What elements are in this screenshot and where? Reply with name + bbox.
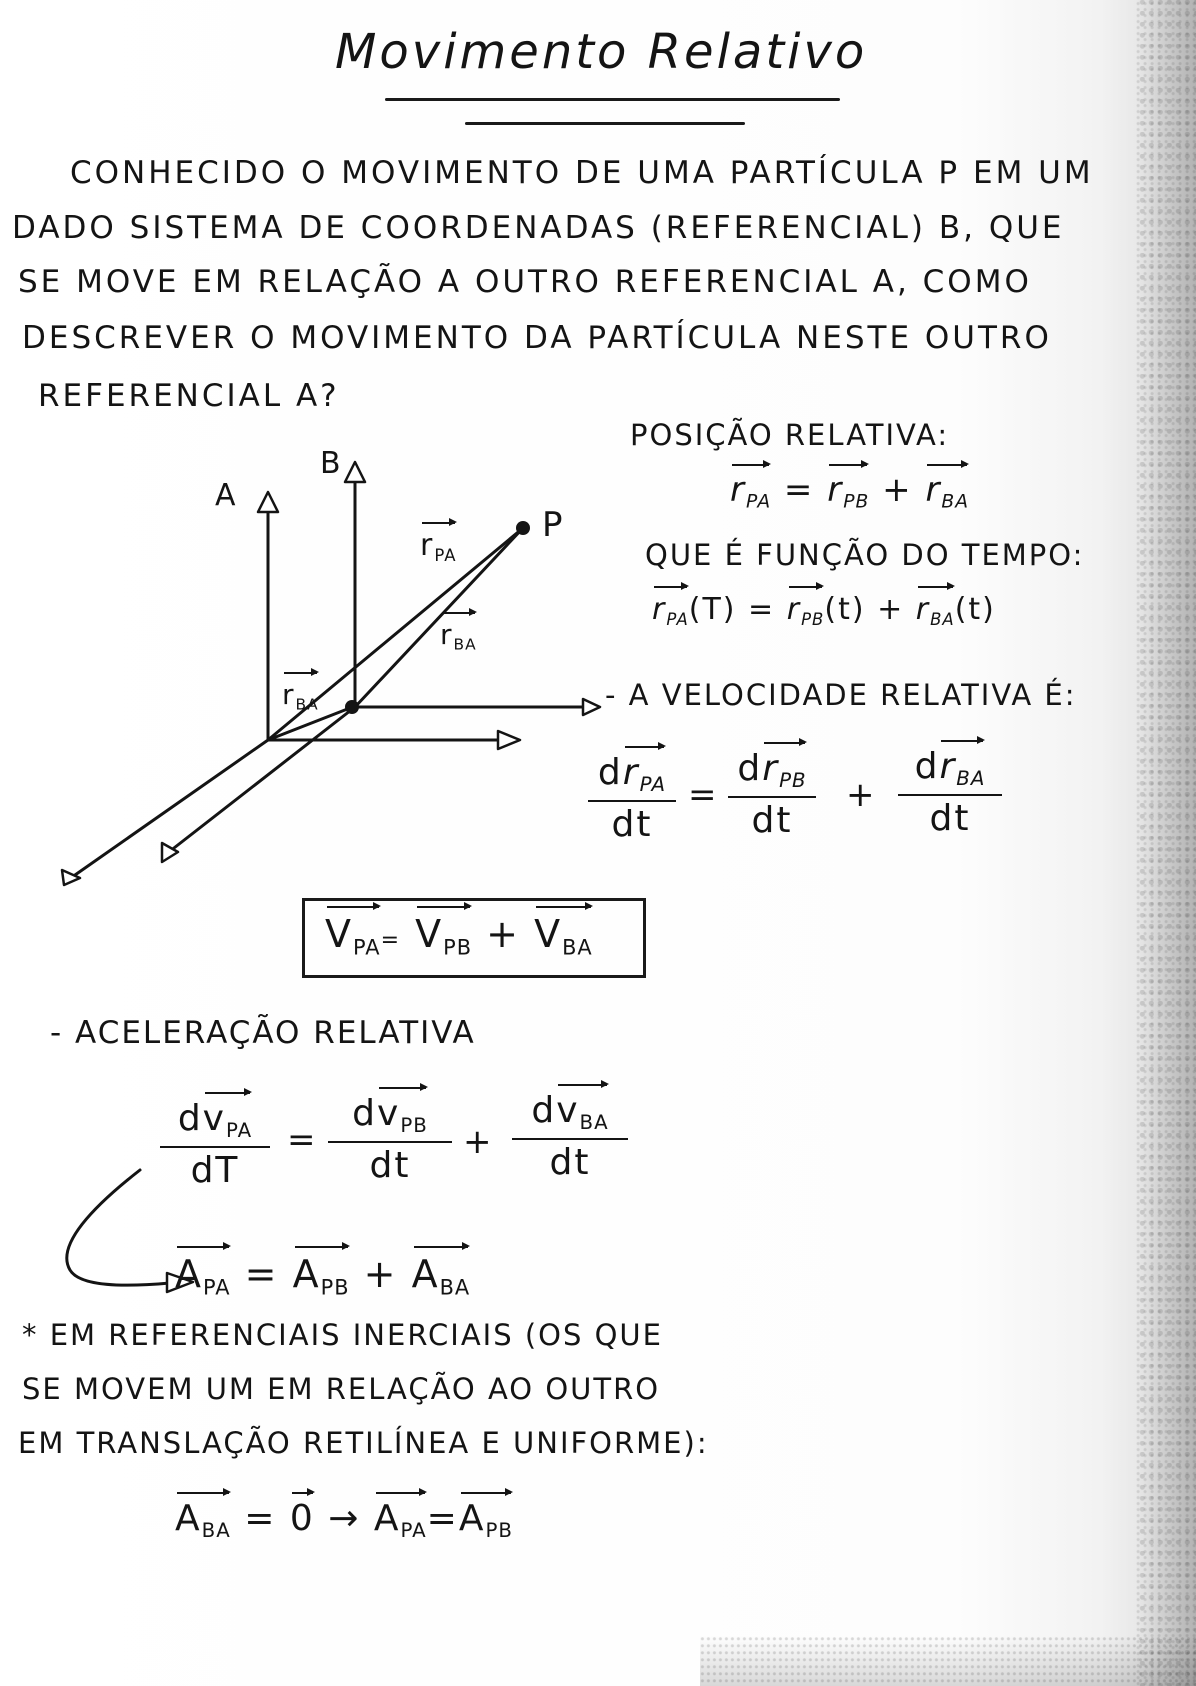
label-r-pa: $r_{PA}$ [420,528,457,565]
inertial-line-2: SE MOVEM UM EM RELAÇÃO AO OUTRO [22,1372,661,1406]
axis-label-a: A [215,478,238,513]
time-position-equation: $r_{PA}(T) = r_{PB}(t) + r_{BA}(t)$ [652,592,996,629]
acceleration-fraction-pb: $dv_{PB}$ dt [328,1093,452,1186]
inertial-line-3: EM TRANSLAÇÃO RETILÍNEA E UNIFORME): [18,1426,709,1460]
label-r-pb: $r_{BA}$ [440,618,477,654]
velocity-heading: - A VELOCIDADE RELATIVA É: [605,678,1077,712]
particle-p-dot [516,521,530,535]
frame-a-vertical-arrowhead [258,492,278,512]
frame-b-depth-axis [165,707,355,855]
velocity-result-equation: $V_{PA}= V_{PB} + V_{BA}$ [325,912,593,960]
frame-b-origin-dot [345,700,359,714]
acceleration-result-equation: $A_{PA} = A_{PB} + A_{BA}$ [175,1252,471,1300]
frame-a-depth-axis [65,740,268,882]
frame-b-horizontal-arrowhead [583,699,600,715]
paragraph-line-4: DESCREVER O MOVIMENTO DA PARTÍCULA NESTE OUTRO [22,320,1052,356]
velocity-fraction-ba: $dr_{BA}$ dt [898,746,1002,839]
paragraph-line-2: DADO SISTEMA DE COORDENADAS (REFERENCIAL) B, QUE [12,210,1065,246]
position-equation: $r_{PA} = r_{PB} + r_{BA}$ [730,470,970,513]
time-function-note: QUE É FUNÇÃO DO TEMPO: [645,538,1085,572]
acceleration-fraction-ba: $dv_{BA}$ dt [512,1090,628,1183]
paragraph-line-1: CONHECIDO O MOVIMENTO DE UMA PARTÍCULA P EM UM [70,155,1094,191]
paragraph-line-3: SE MOVE EM RELAÇÃO A OUTRO REFERENCIAL A, COMO [18,264,1032,300]
frame-b-vertical-arrowhead [345,462,365,482]
scan-bottom-shadow [700,1636,1196,1686]
inertial-result-equation: $A_{BA} = 0 \to A_{PA}=A_{PB}$ [175,1498,513,1542]
acceleration-fraction-pa: $dv_{PA}$ dT [160,1098,270,1191]
scan-edge-shadow [1136,0,1196,1686]
inertial-line-1: * EM REFERENCIAIS INERCIAIS (OS QUE [22,1318,663,1352]
reference-frames-diagram [0,0,620,900]
velocity-plus: + [846,775,877,815]
label-r-ba: $r_{BA}$ [282,678,319,714]
velocity-fraction-pb: $dr_{PB}$ dt [728,748,816,841]
paragraph-line-5: REFERENCIAL A? [38,378,340,414]
point-label-p: P [542,505,565,545]
acceleration-equals: = [287,1120,318,1160]
velocity-fraction-pa: $dr_{PA}$ dt [588,752,676,845]
velocity-equals: = [688,775,719,815]
axis-label-b: B [320,446,343,481]
acceleration-plus: + [463,1122,494,1162]
frame-a-horizontal-arrowhead [498,731,520,749]
position-heading: POSIÇÃO RELATIVA: [630,418,950,452]
acceleration-heading: - ACELERAÇÃO RELATIVA [50,1015,476,1051]
page-title: Movimento Relativo [335,24,868,80]
